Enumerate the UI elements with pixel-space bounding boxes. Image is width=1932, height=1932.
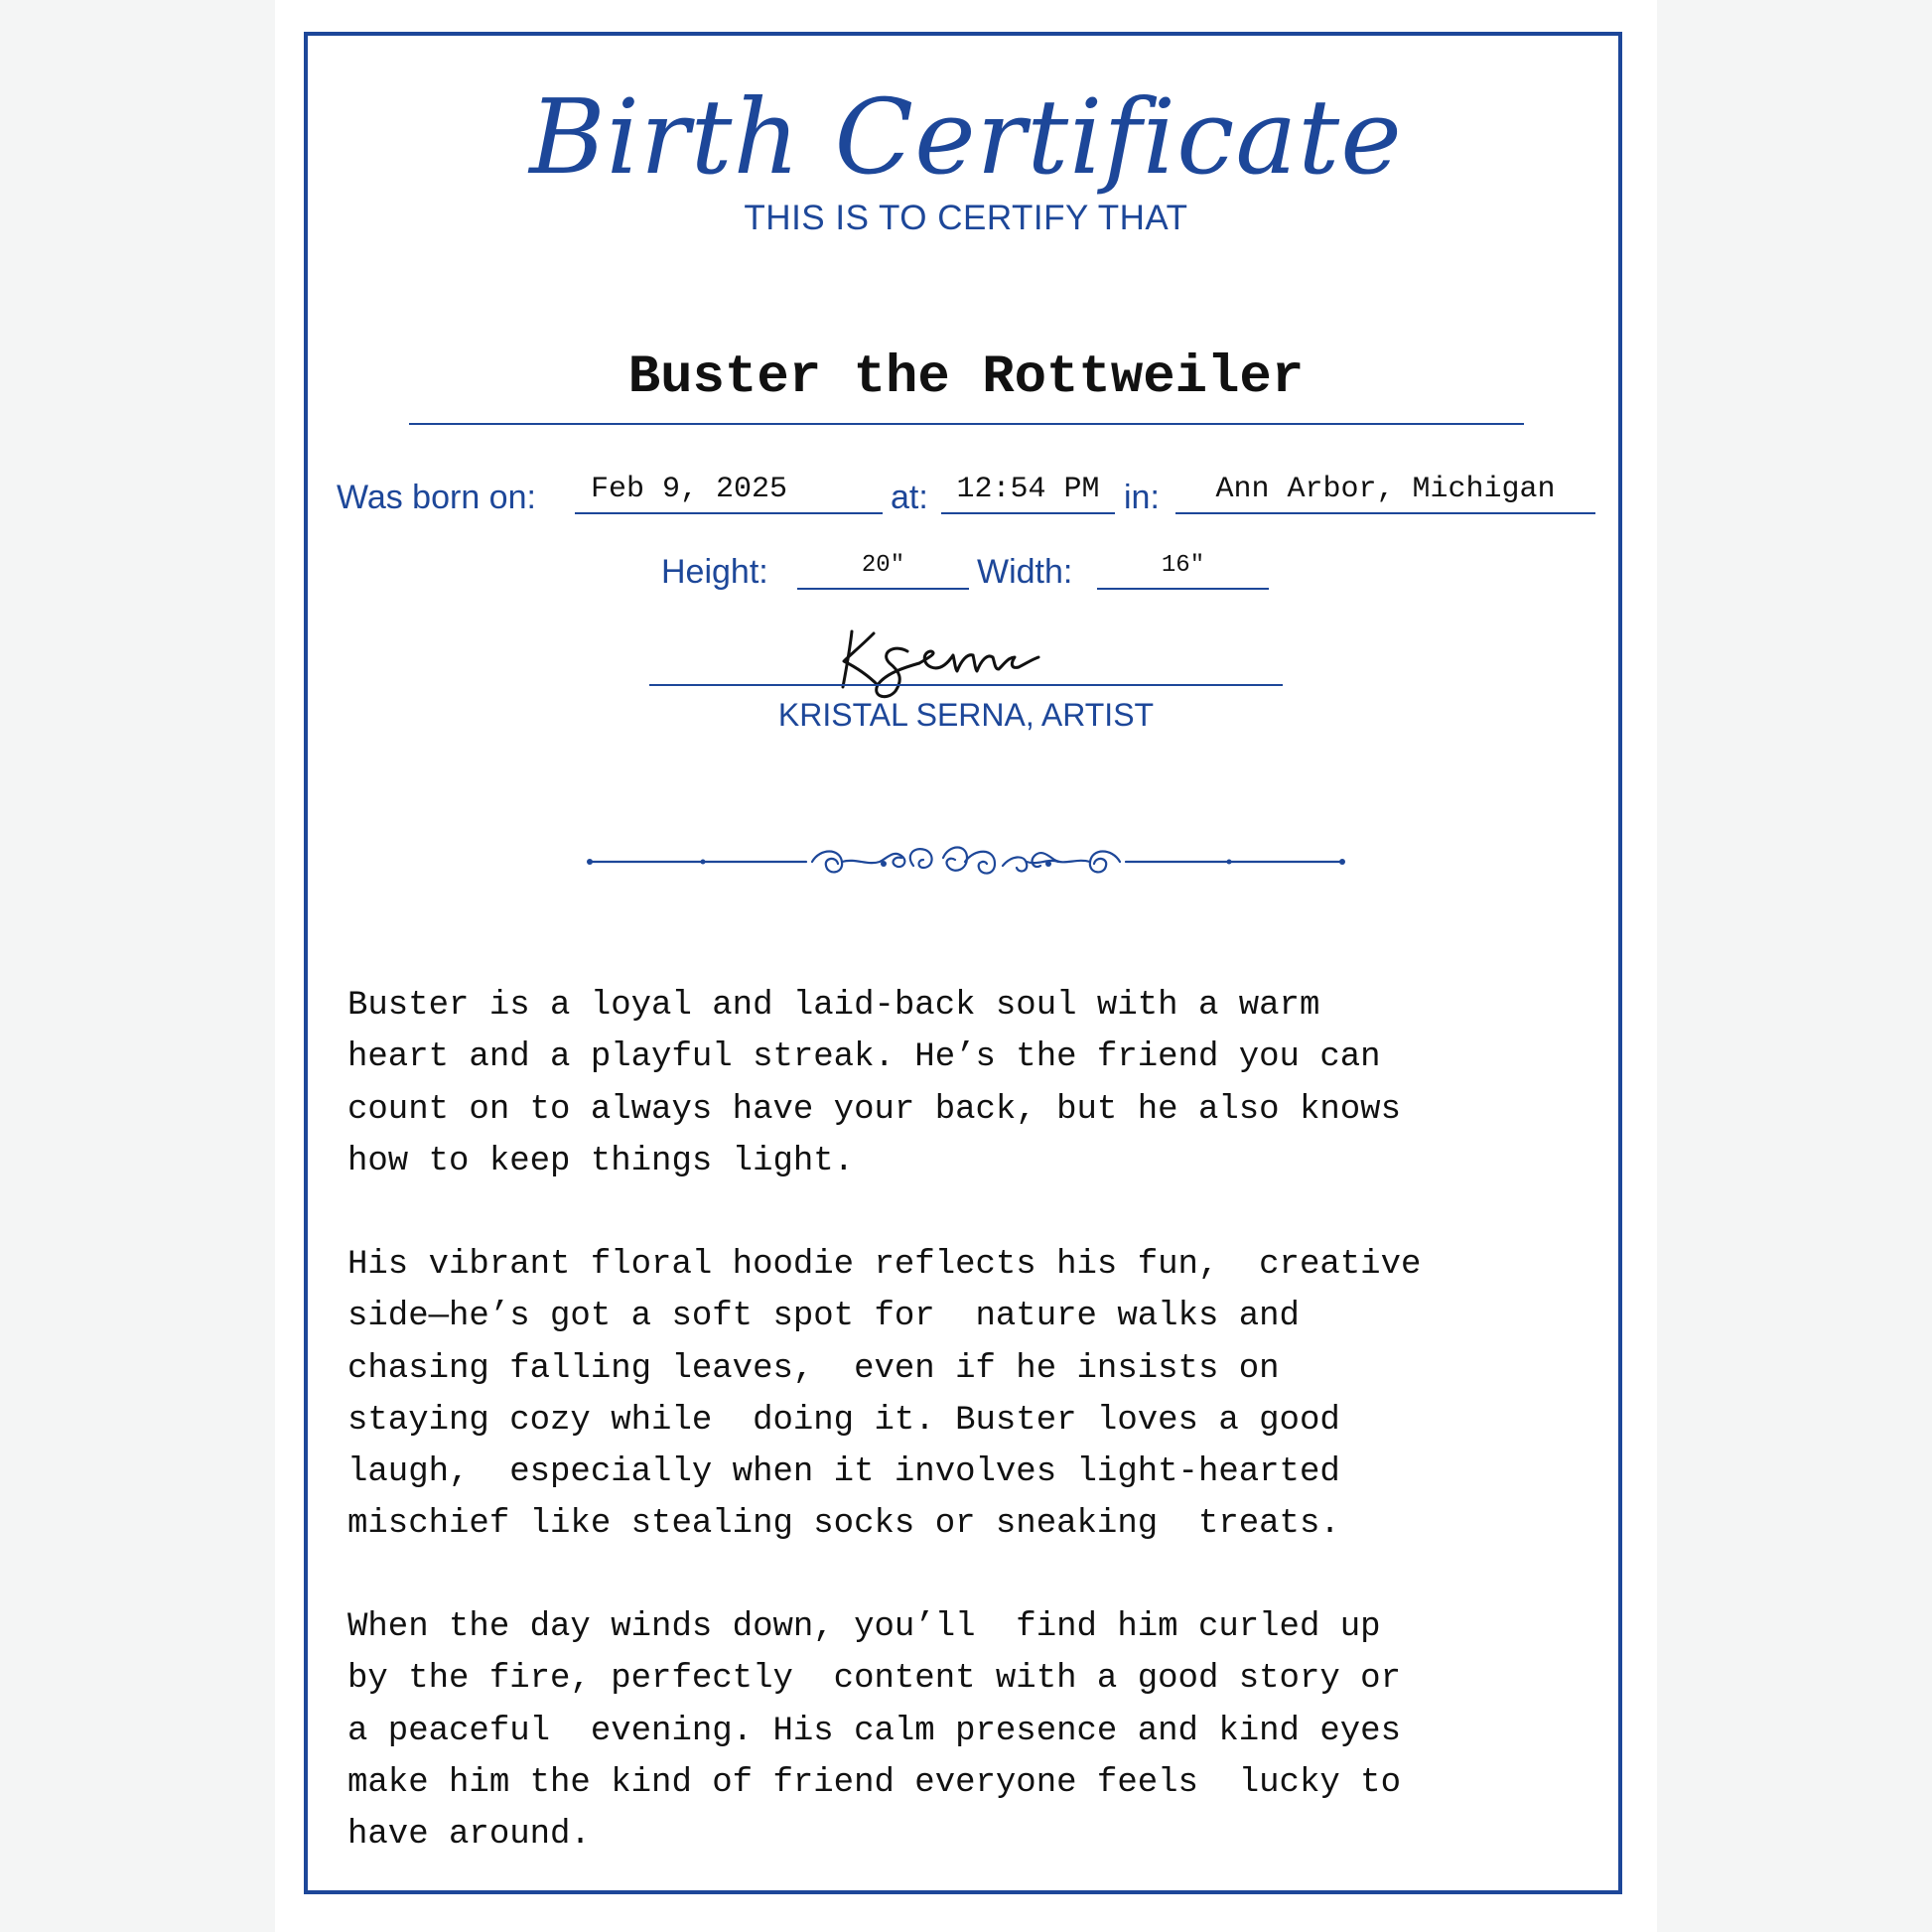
bio-line: by the fire, perfectly content with a good story or — [347, 1660, 1401, 1699]
at-label: at: — [891, 479, 928, 516]
in-label: in: — [1124, 479, 1160, 516]
height-label: Height: — [661, 553, 768, 591]
bio-line: chasing falling leaves, even if he insists on — [347, 1349, 1280, 1388]
name-underline — [409, 423, 1524, 425]
born-date-field: Feb 9, 2025 — [575, 473, 883, 514]
pet-name: Buster the Rottweiler — [627, 347, 1305, 408]
bio-paragraph-1 — [347, 980, 1588, 1187]
bio-line: mischief like stealing socks or sneaking treats. — [347, 1505, 1340, 1544]
bio-line: how to keep things light. — [347, 1142, 855, 1180]
bio-line: laugh, especially when it involves light-hearted — [347, 1453, 1340, 1492]
bio-line: staying cozy while doing it. Buster loves a good — [347, 1401, 1340, 1440]
bio-line: When the day winds down, you’ll find him curled up — [347, 1608, 1381, 1646]
born-place-field: Ann Arbor, Michigan — [1175, 473, 1595, 514]
born-time-field: 12:54 PM — [941, 473, 1115, 514]
born-label: Was born on: — [337, 479, 536, 516]
artist-name: KRISTAL SERNA, ARTIST — [777, 697, 1155, 733]
bio-line: make him the kind of friend everyone feels lucky to — [347, 1763, 1401, 1802]
bio-line: side—he’s got a soft spot for nature walks and — [347, 1298, 1300, 1336]
bio-line: His vibrant floral hoodie reflects his fun, creative — [347, 1246, 1422, 1284]
width-field: 16" — [1097, 552, 1269, 590]
bio-line: have around. — [347, 1816, 591, 1855]
bio-paragraph-3 — [347, 1601, 1588, 1861]
bio-paragraph-2 — [347, 1239, 1588, 1551]
signature-line — [649, 684, 1283, 686]
artist-signature — [834, 623, 1042, 701]
ornament-divider — [586, 836, 1346, 888]
certificate-title: Birth Certificate — [529, 76, 1403, 198]
certify-subtitle: THIS IS TO CERTIFY THAT — [744, 199, 1188, 237]
bio-line: a peaceful evening. His calm presence and kind eyes — [347, 1712, 1401, 1750]
bio-line: Buster is a loyal and laid-back soul with a warm — [347, 987, 1320, 1025]
bio-line: count on to always have your back, but he also knows — [347, 1090, 1401, 1129]
bio-line: heart and a playful streak. He’s the friend you can — [347, 1038, 1381, 1077]
height-field: 20" — [797, 552, 969, 590]
width-label: Width: — [977, 553, 1073, 591]
